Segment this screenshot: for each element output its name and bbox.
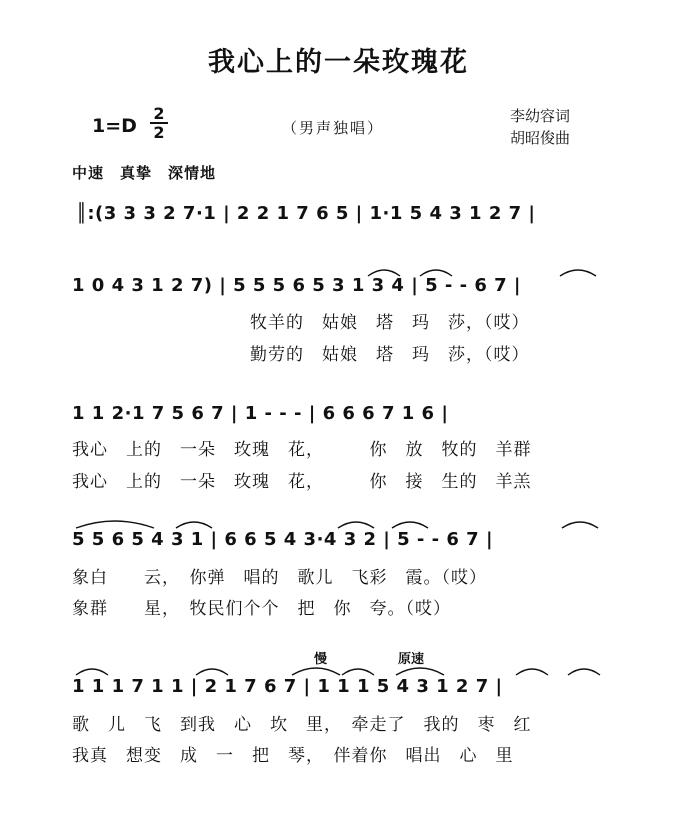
slur (392, 522, 428, 528)
slur (562, 522, 598, 528)
slur (196, 669, 228, 675)
slur (76, 521, 154, 528)
slur (560, 270, 596, 276)
lyric-line-4-verse-1: 象白 云， 你弹 唱的 歌儿 飞彩 霞。（哎） (72, 568, 487, 588)
tempo-marking: 中速 真挚 深情地 (72, 164, 217, 182)
tempo-change-slow: 慢 (314, 652, 328, 667)
lyric-line-3-verse-2: 我心 上的 一朵 玫瑰 花， 你 接 生的 羊羔 (72, 472, 532, 492)
notation-line-2: 1 0 4 3 1 2 7) | 5 5 5 6 5 3 1 3 4 | 5 - - 6 7 | (72, 275, 521, 296)
song-title: 我心上的一朵玫瑰花 (208, 47, 469, 78)
slur (516, 669, 548, 675)
notation-line-3: 1 1 2·1 7 5 6 7 | 1 - - - | 6 6 6 7 1 6 | (72, 403, 449, 424)
slur (76, 669, 108, 675)
slur (176, 522, 212, 528)
meter-top: 2 (153, 104, 165, 123)
slur (342, 669, 374, 675)
notation-line-5: 1 1 1 7 1 1 | 2 1 7 6 7 | 1 1 1 5 4 3 1 2 7 | (72, 676, 503, 697)
lyric-line-2-verse-2: 勤劳的 姑娘 塔 玛 莎，（哎） (250, 345, 530, 365)
slur (568, 669, 600, 675)
notation-line-1: ║:(3 3 3 2 7·1 | 2 2 1 7 6 5 | 1·1 5 4 3 1 2 7 | (76, 203, 536, 224)
notation-line-4: 5 5 6 5 4 3 1 | 6 6 5 4 3·4 3 2 | 5 - - 6 7 | (72, 529, 494, 550)
slur (396, 668, 444, 675)
slur (368, 270, 400, 276)
lyricist-credit: 李幼容词 (510, 107, 571, 125)
lyric-line-4-verse-2: 象群 星， 牧民们个个 把 你 夸。（哎） (72, 599, 451, 619)
slur (420, 270, 452, 276)
meter-bottom: 2 (153, 123, 165, 142)
lyric-line-3-verse-1: 我心 上的 一朵 玫瑰 花， 你 放 牧的 羊群 (72, 440, 532, 460)
lyric-line-2-verse-1: 牧羊的 姑娘 塔 玛 莎，（哎） (250, 313, 530, 333)
key-signature: 1=D (92, 115, 137, 137)
slur (292, 668, 340, 675)
voice-designation: （男声独唱） (282, 119, 385, 137)
lyric-line-5-verse-2: 我真 想变 成 一 把 琴， 伴着你 唱出 心 里 (72, 746, 514, 766)
lyric-line-5-verse-1: 歌 儿 飞 到我 心 坎 里， 牵走了 我的 枣 红 (72, 715, 532, 735)
tempo-change-resume: 原速 (398, 652, 425, 667)
composer-credit: 胡昭俊曲 (510, 129, 571, 147)
slur (338, 522, 374, 528)
